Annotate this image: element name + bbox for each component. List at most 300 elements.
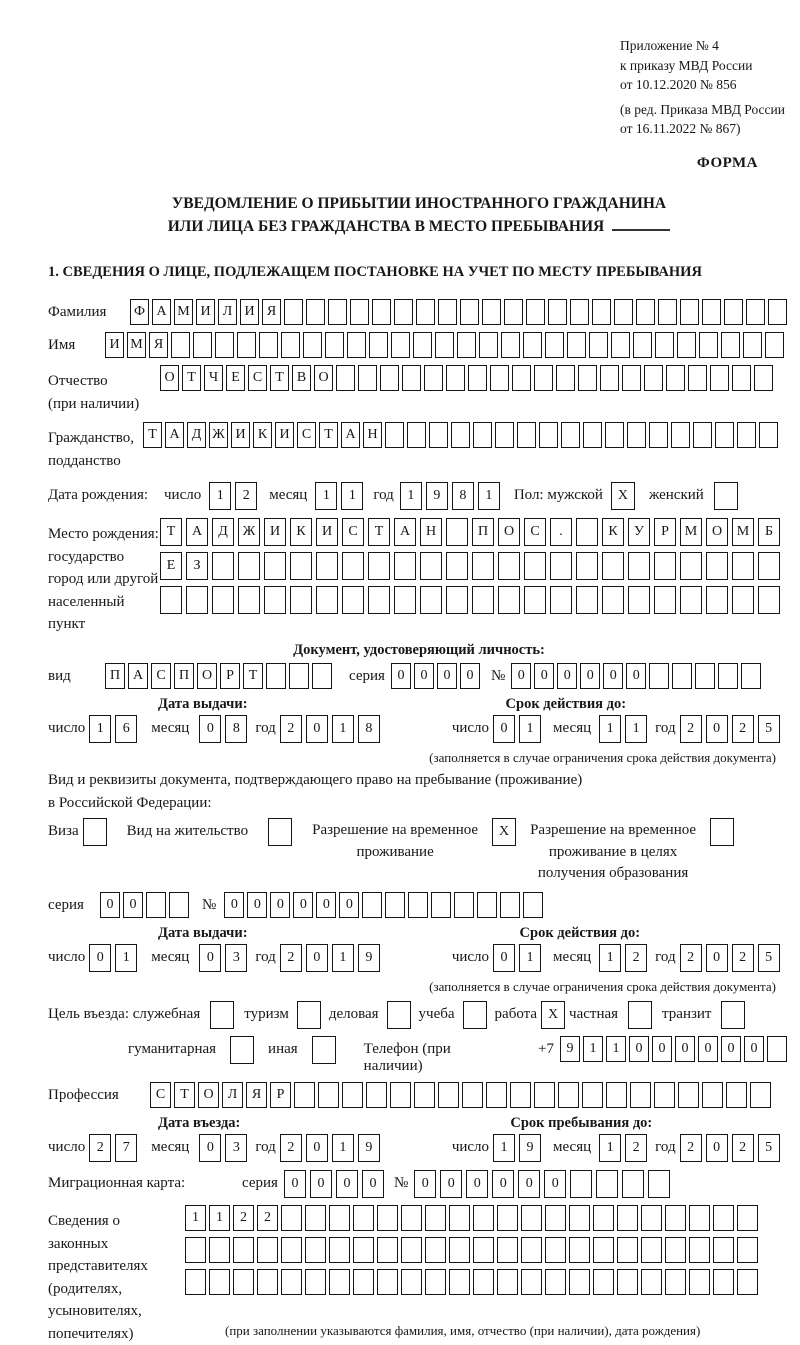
char-cell[interactable] bbox=[212, 586, 234, 614]
char-cell[interactable]: Т bbox=[243, 663, 263, 689]
char-cell[interactable]: У bbox=[628, 518, 650, 546]
char-cell[interactable]: 0 bbox=[460, 663, 480, 689]
char-cell[interactable] bbox=[482, 299, 501, 325]
char-cell[interactable]: И bbox=[196, 299, 215, 325]
char-cell[interactable]: М bbox=[732, 518, 754, 546]
char-cell[interactable] bbox=[369, 332, 388, 358]
char-cell[interactable]: А bbox=[341, 422, 360, 448]
char-cell[interactable]: 9 bbox=[358, 944, 380, 972]
char-cell[interactable] bbox=[622, 365, 641, 391]
char-cell[interactable] bbox=[186, 586, 208, 614]
char-cell[interactable] bbox=[462, 1082, 483, 1108]
char-cell[interactable] bbox=[665, 1237, 686, 1263]
char-cell[interactable]: 0 bbox=[306, 944, 328, 972]
purpose-tourism-checkbox[interactable] bbox=[297, 1001, 321, 1029]
char-cell[interactable] bbox=[743, 332, 762, 358]
char-cell[interactable] bbox=[257, 1237, 278, 1263]
char-cell[interactable] bbox=[457, 332, 476, 358]
char-cell[interactable]: 0 bbox=[293, 892, 313, 918]
char-cell[interactable] bbox=[706, 586, 728, 614]
char-cell[interactable] bbox=[238, 552, 260, 580]
char-cell[interactable]: И bbox=[316, 518, 338, 546]
char-cell[interactable] bbox=[329, 1237, 350, 1263]
char-cell[interactable] bbox=[570, 299, 589, 325]
char-cell[interactable] bbox=[438, 299, 457, 325]
char-cell[interactable] bbox=[630, 1082, 651, 1108]
char-cell[interactable] bbox=[449, 1205, 470, 1231]
char-cell[interactable] bbox=[238, 586, 260, 614]
char-cell[interactable] bbox=[490, 365, 509, 391]
char-cell[interactable] bbox=[342, 1082, 363, 1108]
char-cell[interactable] bbox=[377, 1237, 398, 1263]
char-cell[interactable]: 0 bbox=[698, 1036, 718, 1062]
char-cell[interactable] bbox=[294, 1082, 315, 1108]
char-cell[interactable] bbox=[517, 422, 536, 448]
char-cell[interactable] bbox=[264, 586, 286, 614]
char-cell[interactable] bbox=[347, 332, 366, 358]
char-cell[interactable] bbox=[510, 1082, 531, 1108]
char-cell[interactable]: 0 bbox=[306, 715, 328, 743]
char-cell[interactable]: 1 bbox=[400, 482, 422, 510]
char-cell[interactable] bbox=[680, 586, 702, 614]
char-cell[interactable] bbox=[724, 299, 743, 325]
char-cell[interactable]: 2 bbox=[280, 715, 302, 743]
char-cell[interactable]: 5 bbox=[758, 944, 780, 972]
char-cell[interactable]: 2 bbox=[680, 944, 702, 972]
char-cell[interactable]: Б bbox=[758, 518, 780, 546]
char-cell[interactable] bbox=[446, 365, 465, 391]
char-cell[interactable] bbox=[329, 1205, 350, 1231]
char-cell[interactable]: Т bbox=[270, 365, 289, 391]
char-cell[interactable]: 0 bbox=[626, 663, 646, 689]
char-cell[interactable]: Т bbox=[160, 518, 182, 546]
char-cell[interactable]: 2 bbox=[257, 1205, 278, 1231]
char-cell[interactable]: 0 bbox=[492, 1170, 514, 1198]
char-cell[interactable] bbox=[726, 1082, 747, 1108]
char-cell[interactable]: 0 bbox=[336, 1170, 358, 1198]
char-cell[interactable] bbox=[385, 422, 404, 448]
char-cell[interactable] bbox=[358, 365, 377, 391]
char-cell[interactable] bbox=[425, 1237, 446, 1263]
char-cell[interactable]: И bbox=[264, 518, 286, 546]
char-cell[interactable] bbox=[451, 422, 470, 448]
char-cell[interactable]: 1 bbox=[332, 1134, 354, 1162]
char-cell[interactable] bbox=[677, 332, 696, 358]
char-cell[interactable] bbox=[732, 586, 754, 614]
char-cell[interactable] bbox=[665, 1205, 686, 1231]
char-cell[interactable] bbox=[758, 586, 780, 614]
char-cell[interactable] bbox=[212, 552, 234, 580]
char-cell[interactable]: Т bbox=[182, 365, 201, 391]
char-cell[interactable]: О bbox=[314, 365, 333, 391]
char-cell[interactable] bbox=[497, 1269, 518, 1295]
char-cell[interactable] bbox=[702, 1082, 723, 1108]
char-cell[interactable]: 0 bbox=[629, 1036, 649, 1062]
char-cell[interactable]: Н bbox=[363, 422, 382, 448]
char-cell[interactable] bbox=[658, 299, 677, 325]
char-cell[interactable]: 0 bbox=[414, 1170, 436, 1198]
char-cell[interactable] bbox=[290, 552, 312, 580]
char-cell[interactable]: 0 bbox=[100, 892, 120, 918]
char-cell[interactable] bbox=[394, 299, 413, 325]
char-cell[interactable]: 1 bbox=[493, 1134, 515, 1162]
char-cell[interactable] bbox=[617, 1269, 638, 1295]
purpose-official-checkbox[interactable] bbox=[210, 1001, 234, 1029]
char-cell[interactable]: 5 bbox=[758, 715, 780, 743]
char-cell[interactable] bbox=[435, 332, 454, 358]
char-cell[interactable] bbox=[169, 892, 189, 918]
char-cell[interactable]: 0 bbox=[199, 715, 221, 743]
char-cell[interactable] bbox=[718, 663, 738, 689]
char-cell[interactable]: 0 bbox=[414, 663, 434, 689]
char-cell[interactable] bbox=[569, 1205, 590, 1231]
char-cell[interactable] bbox=[281, 332, 300, 358]
char-cell[interactable]: Ж bbox=[238, 518, 260, 546]
char-cell[interactable] bbox=[539, 422, 558, 448]
char-cell[interactable] bbox=[576, 586, 598, 614]
char-cell[interactable] bbox=[702, 299, 721, 325]
char-cell[interactable] bbox=[569, 1269, 590, 1295]
char-cell[interactable] bbox=[732, 365, 751, 391]
char-cell[interactable] bbox=[765, 332, 784, 358]
char-cell[interactable] bbox=[342, 552, 364, 580]
char-cell[interactable]: 2 bbox=[625, 1134, 647, 1162]
char-cell[interactable] bbox=[688, 365, 707, 391]
char-cell[interactable] bbox=[473, 1205, 494, 1231]
char-cell[interactable] bbox=[550, 586, 572, 614]
char-cell[interactable] bbox=[665, 1269, 686, 1295]
char-cell[interactable] bbox=[593, 1237, 614, 1263]
char-cell[interactable]: 2 bbox=[233, 1205, 254, 1231]
char-cell[interactable]: 0 bbox=[247, 892, 267, 918]
char-cell[interactable] bbox=[578, 365, 597, 391]
char-cell[interactable] bbox=[524, 552, 546, 580]
visa-checkbox[interactable] bbox=[83, 818, 107, 846]
char-cell[interactable] bbox=[649, 663, 669, 689]
char-cell[interactable]: 2 bbox=[732, 944, 754, 972]
char-cell[interactable]: 0 bbox=[89, 944, 111, 972]
char-cell[interactable] bbox=[548, 299, 567, 325]
char-cell[interactable]: 2 bbox=[280, 1134, 302, 1162]
char-cell[interactable]: . bbox=[550, 518, 572, 546]
char-cell[interactable]: И bbox=[275, 422, 294, 448]
char-cell[interactable] bbox=[146, 892, 166, 918]
char-cell[interactable]: 0 bbox=[706, 1134, 728, 1162]
char-cell[interactable] bbox=[377, 1269, 398, 1295]
char-cell[interactable] bbox=[473, 1269, 494, 1295]
char-cell[interactable] bbox=[526, 299, 545, 325]
char-cell[interactable] bbox=[237, 332, 256, 358]
char-cell[interactable] bbox=[424, 365, 443, 391]
char-cell[interactable] bbox=[401, 1205, 422, 1231]
char-cell[interactable] bbox=[473, 422, 492, 448]
char-cell[interactable] bbox=[431, 892, 451, 918]
female-checkbox[interactable] bbox=[714, 482, 738, 510]
char-cell[interactable]: 1 bbox=[599, 1134, 621, 1162]
char-cell[interactable] bbox=[368, 552, 390, 580]
char-cell[interactable]: 1 bbox=[115, 944, 137, 972]
char-cell[interactable] bbox=[305, 1205, 326, 1231]
char-cell[interactable]: Я bbox=[246, 1082, 267, 1108]
char-cell[interactable]: А bbox=[165, 422, 184, 448]
char-cell[interactable] bbox=[602, 552, 624, 580]
char-cell[interactable]: 0 bbox=[339, 892, 359, 918]
char-cell[interactable] bbox=[266, 663, 286, 689]
char-cell[interactable]: Л bbox=[218, 299, 237, 325]
char-cell[interactable]: О bbox=[706, 518, 728, 546]
char-cell[interactable]: А bbox=[152, 299, 171, 325]
char-cell[interactable]: О bbox=[160, 365, 179, 391]
char-cell[interactable] bbox=[303, 332, 322, 358]
char-cell[interactable] bbox=[504, 299, 523, 325]
char-cell[interactable] bbox=[353, 1237, 374, 1263]
char-cell[interactable] bbox=[576, 518, 598, 546]
char-cell[interactable] bbox=[567, 332, 586, 358]
char-cell[interactable] bbox=[754, 365, 773, 391]
char-cell[interactable] bbox=[678, 1082, 699, 1108]
char-cell[interactable]: 1 bbox=[315, 482, 337, 510]
char-cell[interactable] bbox=[473, 1237, 494, 1263]
purpose-study-checkbox[interactable] bbox=[463, 1001, 487, 1029]
char-cell[interactable]: К bbox=[602, 518, 624, 546]
char-cell[interactable] bbox=[316, 586, 338, 614]
char-cell[interactable]: К bbox=[290, 518, 312, 546]
char-cell[interactable] bbox=[611, 332, 630, 358]
char-cell[interactable]: 0 bbox=[123, 892, 143, 918]
char-cell[interactable]: 1 bbox=[332, 715, 354, 743]
char-cell[interactable] bbox=[556, 365, 575, 391]
char-cell[interactable] bbox=[193, 332, 212, 358]
char-cell[interactable]: 0 bbox=[440, 1170, 462, 1198]
char-cell[interactable] bbox=[372, 299, 391, 325]
char-cell[interactable]: 1 bbox=[625, 715, 647, 743]
char-cell[interactable] bbox=[689, 1237, 710, 1263]
char-cell[interactable] bbox=[497, 1237, 518, 1263]
char-cell[interactable] bbox=[353, 1205, 374, 1231]
char-cell[interactable] bbox=[416, 299, 435, 325]
char-cell[interactable] bbox=[391, 332, 410, 358]
char-cell[interactable]: 1 bbox=[519, 944, 541, 972]
char-cell[interactable]: 3 bbox=[225, 1134, 247, 1162]
char-cell[interactable] bbox=[468, 365, 487, 391]
char-cell[interactable]: Т bbox=[174, 1082, 195, 1108]
char-cell[interactable]: 1 bbox=[209, 482, 231, 510]
char-cell[interactable]: 0 bbox=[580, 663, 600, 689]
char-cell[interactable] bbox=[342, 586, 364, 614]
char-cell[interactable] bbox=[380, 365, 399, 391]
char-cell[interactable] bbox=[454, 892, 474, 918]
char-cell[interactable]: Т bbox=[368, 518, 390, 546]
char-cell[interactable] bbox=[713, 1269, 734, 1295]
char-cell[interactable] bbox=[209, 1269, 230, 1295]
char-cell[interactable]: 0 bbox=[316, 892, 336, 918]
char-cell[interactable] bbox=[523, 332, 542, 358]
char-cell[interactable]: П bbox=[105, 663, 125, 689]
char-cell[interactable]: 0 bbox=[306, 1134, 328, 1162]
char-cell[interactable]: 0 bbox=[270, 892, 290, 918]
char-cell[interactable]: Е bbox=[226, 365, 245, 391]
char-cell[interactable] bbox=[281, 1237, 302, 1263]
char-cell[interactable]: Н bbox=[420, 518, 442, 546]
char-cell[interactable] bbox=[524, 586, 546, 614]
char-cell[interactable] bbox=[336, 365, 355, 391]
char-cell[interactable] bbox=[680, 299, 699, 325]
char-cell[interactable] bbox=[446, 518, 468, 546]
char-cell[interactable]: Ч bbox=[204, 365, 223, 391]
char-cell[interactable]: 1 bbox=[332, 944, 354, 972]
char-cell[interactable] bbox=[759, 422, 778, 448]
char-cell[interactable]: 2 bbox=[732, 1134, 754, 1162]
char-cell[interactable]: 1 bbox=[606, 1036, 626, 1062]
char-cell[interactable] bbox=[284, 299, 303, 325]
char-cell[interactable] bbox=[617, 1237, 638, 1263]
char-cell[interactable] bbox=[693, 422, 712, 448]
char-cell[interactable] bbox=[408, 892, 428, 918]
char-cell[interactable] bbox=[290, 586, 312, 614]
char-cell[interactable] bbox=[425, 1205, 446, 1231]
char-cell[interactable] bbox=[472, 552, 494, 580]
char-cell[interactable]: В bbox=[292, 365, 311, 391]
char-cell[interactable] bbox=[312, 663, 332, 689]
char-cell[interactable] bbox=[512, 365, 531, 391]
char-cell[interactable] bbox=[329, 1269, 350, 1295]
char-cell[interactable] bbox=[680, 552, 702, 580]
char-cell[interactable] bbox=[737, 422, 756, 448]
char-cell[interactable]: 0 bbox=[706, 715, 728, 743]
char-cell[interactable] bbox=[233, 1237, 254, 1263]
char-cell[interactable] bbox=[649, 422, 668, 448]
char-cell[interactable] bbox=[413, 332, 432, 358]
char-cell[interactable] bbox=[699, 332, 718, 358]
char-cell[interactable]: И bbox=[240, 299, 259, 325]
char-cell[interactable]: Т bbox=[319, 422, 338, 448]
char-cell[interactable]: М bbox=[680, 518, 702, 546]
char-cell[interactable] bbox=[768, 299, 787, 325]
char-cell[interactable] bbox=[689, 1205, 710, 1231]
char-cell[interactable] bbox=[628, 552, 650, 580]
char-cell[interactable] bbox=[401, 1237, 422, 1263]
char-cell[interactable] bbox=[407, 422, 426, 448]
char-cell[interactable] bbox=[737, 1269, 758, 1295]
char-cell[interactable] bbox=[593, 1269, 614, 1295]
char-cell[interactable] bbox=[654, 552, 676, 580]
char-cell[interactable] bbox=[758, 552, 780, 580]
char-cell[interactable] bbox=[521, 1205, 542, 1231]
char-cell[interactable] bbox=[479, 332, 498, 358]
char-cell[interactable]: Я bbox=[149, 332, 168, 358]
char-cell[interactable] bbox=[394, 586, 416, 614]
char-cell[interactable]: 0 bbox=[466, 1170, 488, 1198]
char-cell[interactable] bbox=[233, 1269, 254, 1295]
char-cell[interactable] bbox=[215, 332, 234, 358]
char-cell[interactable] bbox=[689, 1269, 710, 1295]
char-cell[interactable] bbox=[592, 299, 611, 325]
char-cell[interactable]: 0 bbox=[603, 663, 623, 689]
char-cell[interactable] bbox=[390, 1082, 411, 1108]
char-cell[interactable] bbox=[501, 332, 520, 358]
char-cell[interactable]: 0 bbox=[493, 715, 515, 743]
char-cell[interactable] bbox=[605, 422, 624, 448]
char-cell[interactable]: 5 bbox=[758, 1134, 780, 1162]
char-cell[interactable] bbox=[746, 299, 765, 325]
char-cell[interactable] bbox=[713, 1237, 734, 1263]
char-cell[interactable]: 0 bbox=[675, 1036, 695, 1062]
char-cell[interactable]: 7 bbox=[115, 1134, 137, 1162]
char-cell[interactable]: 0 bbox=[544, 1170, 566, 1198]
char-cell[interactable]: О bbox=[498, 518, 520, 546]
char-cell[interactable] bbox=[446, 586, 468, 614]
char-cell[interactable] bbox=[666, 365, 685, 391]
char-cell[interactable]: 8 bbox=[452, 482, 474, 510]
char-cell[interactable] bbox=[446, 552, 468, 580]
char-cell[interactable]: Е bbox=[160, 552, 182, 580]
char-cell[interactable]: 2 bbox=[625, 944, 647, 972]
char-cell[interactable]: 0 bbox=[511, 663, 531, 689]
char-cell[interactable]: 9 bbox=[519, 1134, 541, 1162]
char-cell[interactable]: 1 bbox=[185, 1205, 206, 1231]
char-cell[interactable] bbox=[641, 1269, 662, 1295]
char-cell[interactable] bbox=[596, 1170, 618, 1198]
char-cell[interactable]: 0 bbox=[391, 663, 411, 689]
char-cell[interactable] bbox=[767, 1036, 787, 1062]
char-cell[interactable]: С bbox=[342, 518, 364, 546]
char-cell[interactable]: 1 bbox=[209, 1205, 230, 1231]
char-cell[interactable]: 2 bbox=[280, 944, 302, 972]
char-cell[interactable] bbox=[185, 1237, 206, 1263]
char-cell[interactable]: С bbox=[150, 1082, 171, 1108]
char-cell[interactable] bbox=[706, 552, 728, 580]
char-cell[interactable]: Д bbox=[187, 422, 206, 448]
male-checkbox[interactable]: X bbox=[611, 482, 635, 510]
char-cell[interactable] bbox=[636, 299, 655, 325]
char-cell[interactable] bbox=[710, 365, 729, 391]
char-cell[interactable] bbox=[281, 1269, 302, 1295]
char-cell[interactable] bbox=[695, 663, 715, 689]
char-cell[interactable]: Т bbox=[143, 422, 162, 448]
char-cell[interactable] bbox=[209, 1237, 230, 1263]
char-cell[interactable] bbox=[741, 663, 761, 689]
char-cell[interactable] bbox=[617, 1205, 638, 1231]
char-cell[interactable]: 2 bbox=[680, 715, 702, 743]
char-cell[interactable]: 8 bbox=[225, 715, 247, 743]
char-cell[interactable] bbox=[561, 422, 580, 448]
char-cell[interactable] bbox=[316, 552, 338, 580]
char-cell[interactable] bbox=[569, 1237, 590, 1263]
residence-permit-checkbox[interactable] bbox=[268, 818, 292, 846]
char-cell[interactable]: А bbox=[186, 518, 208, 546]
char-cell[interactable] bbox=[500, 892, 520, 918]
char-cell[interactable]: К bbox=[253, 422, 272, 448]
char-cell[interactable] bbox=[460, 299, 479, 325]
purpose-private-checkbox[interactable] bbox=[628, 1001, 652, 1029]
char-cell[interactable]: О bbox=[198, 1082, 219, 1108]
char-cell[interactable] bbox=[257, 1269, 278, 1295]
char-cell[interactable]: 0 bbox=[199, 944, 221, 972]
char-cell[interactable]: Ф bbox=[130, 299, 149, 325]
char-cell[interactable] bbox=[593, 1205, 614, 1231]
char-cell[interactable]: Р bbox=[654, 518, 676, 546]
char-cell[interactable] bbox=[627, 422, 646, 448]
char-cell[interactable]: С bbox=[524, 518, 546, 546]
char-cell[interactable]: 0 bbox=[437, 663, 457, 689]
char-cell[interactable] bbox=[534, 365, 553, 391]
char-cell[interactable]: Р bbox=[270, 1082, 291, 1108]
char-cell[interactable]: 3 bbox=[225, 944, 247, 972]
char-cell[interactable] bbox=[672, 663, 692, 689]
char-cell[interactable] bbox=[715, 422, 734, 448]
char-cell[interactable] bbox=[521, 1237, 542, 1263]
char-cell[interactable] bbox=[306, 299, 325, 325]
